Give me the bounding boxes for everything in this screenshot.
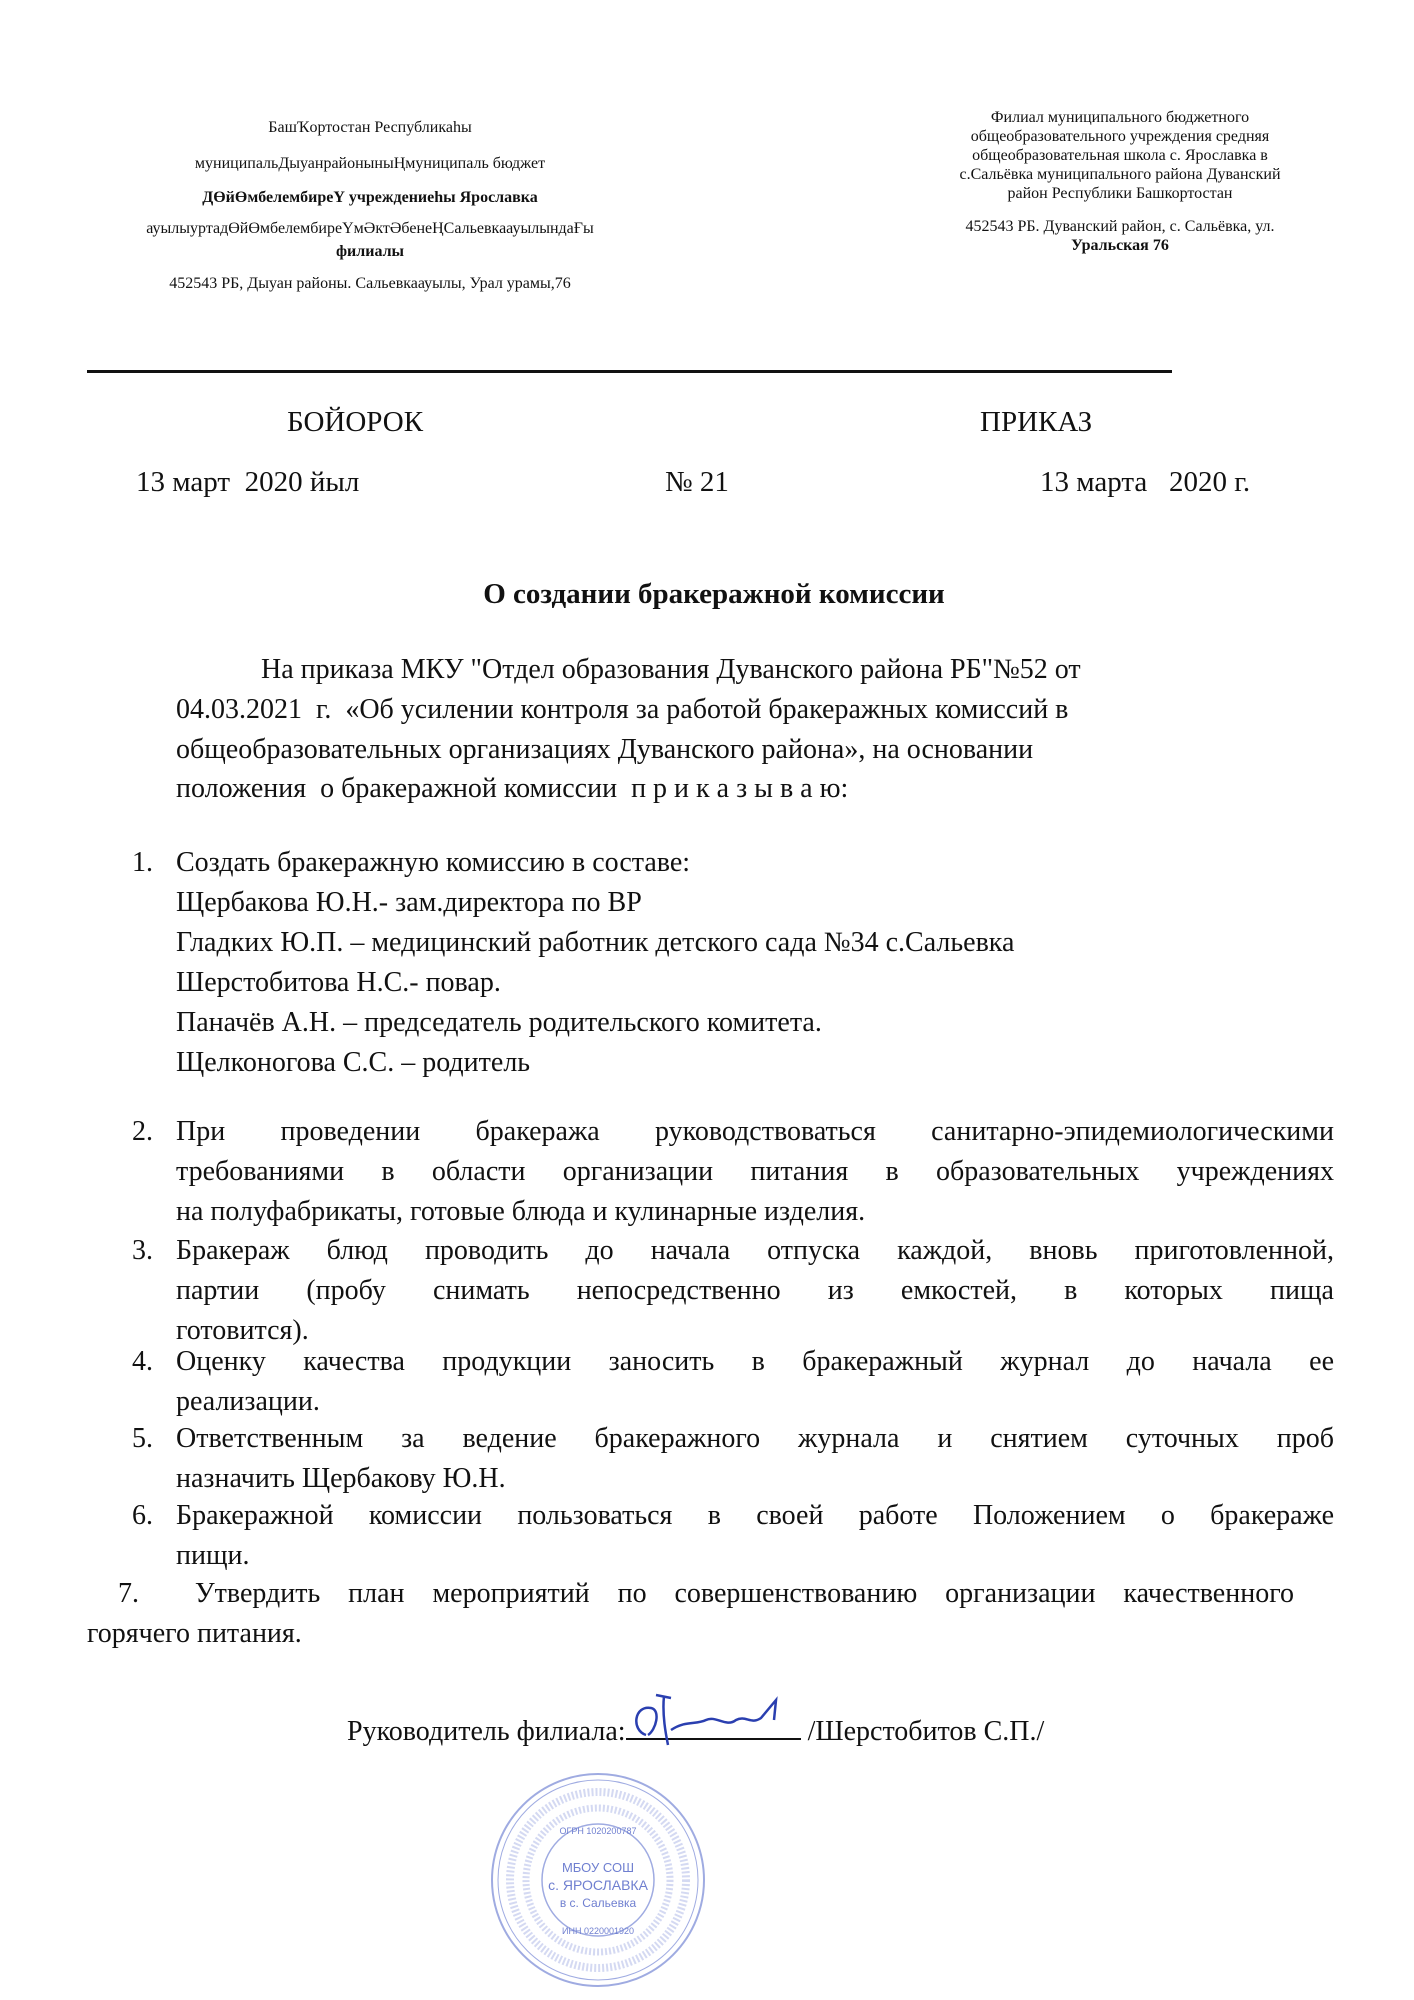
header-right [900,108,1340,255]
signatory-name: /Шерстобитов С.П./ [807,1716,1045,1747]
item-line: партии (пробу снимать непосредственно из емкостей, в которых пища [176,1275,1334,1306]
item-line: При проведении бракеража руководствоваться санитарно-эпидемиологическими [176,1116,1334,1147]
order-item [176,843,1334,1083]
handwritten-signature [626,1690,796,1750]
stamp-line: МБОУ СОШ [561,1860,635,1875]
preamble-line: 04.03.2021 г. «Об усилении контроля за работой бракеражных комиссий в [176,694,1069,725]
preamble-line: На приказа МКУ "Отдел образования Дуванского района РБ"№52 от [261,654,1081,685]
date-bashkir: 13 март 2020 йыл [136,466,360,498]
item-number: 2. [132,1116,153,1147]
item-number: 3. [132,1235,153,1266]
header-left-line: ауылыуртадӨйӨмбелембиреҮмӘктӘбенеҢСальевкаауылындаҒы [146,220,594,237]
header-left-line: 452543 РБ, Дыуан районы. Сальевкаауылы, Урал урамы,76 [169,275,571,292]
stamp-ogrn: ОГРН 1020200787 [559,1826,637,1836]
item-line: готовится). [176,1315,309,1346]
item-line: Создать бракеражную комиссию в составе: [176,847,691,878]
order-number: № 21 [665,466,729,498]
order-item [176,1231,1334,1351]
order-item [176,1342,1334,1422]
header-left-line: БашҠортостан Республикаһы [268,119,472,136]
item-line: Бракераж блюд проводить до начала отпуска каждой, вновь приготовленной, [176,1235,1334,1266]
item-line-text: Утвердить план мероприятий по совершенствованию организации качественного [194,1578,1294,1609]
doc-type-bashkir: БОЙОРОК [287,406,424,438]
item-number: 6. [132,1500,153,1531]
item-line: Щелконогова С.С. – родитель [176,1047,531,1078]
item-line: горячего питания. [87,1618,302,1649]
item-line: Щербакова Ю.Н.- зам.директора по ВР [176,887,642,918]
item-number: 5. [132,1423,153,1454]
item-number: 1. [132,847,153,878]
item-line: Оценку качества продукции заносить в бракеражный журнал до начала ее [176,1346,1334,1377]
header-left-line: филиалы [335,243,405,260]
header-left-line: ДӨйӨмбелембиреҮ учреждениеһы Ярославка [202,189,538,206]
stamp-line: в с. Сальевка [559,1896,637,1910]
item-line: реализации. [176,1386,320,1417]
official-stamp [490,1772,706,1988]
order-item [176,1496,1334,1576]
order-item-7 [118,1574,1294,1614]
item-line [118,1574,1294,1614]
item-line: требованиями в области организации питания в образовательных учреждениях [176,1156,1334,1187]
item-line: Гладких Ю.П. – медицинский работник детского сада №34 с.Сальевка [176,927,1015,958]
header-right-line: Филиал муниципального бюджетного [990,109,1250,126]
header-right-line: район Республики Башкортостан [1007,185,1233,202]
header-left-line: муниципальДыуанрайоныныҢмуниципаль бюджет [194,155,546,172]
header-right-address: 452543 РБ. Дуванский район, с. Сальёвка, ул. [965,218,1275,235]
item-line: Ответственным за ведение бракеражного журнала и снятием суточных проб [176,1423,1334,1454]
preamble-line: общеобразовательных организациях Дуванского района», на основании [176,734,1034,765]
doc-type-russian: ПРИКАЗ [980,406,1093,438]
order-item [176,1419,1334,1499]
header-right-line: общеобразовательная школа с. Ярославка в [972,147,1268,164]
header-right-line: общеобразовательного учреждения средняя [970,128,1270,145]
item-line: назначить Щербакову Ю.Н. [176,1463,506,1494]
item-number: 4. [132,1346,153,1377]
item-number: 7. [118,1578,139,1609]
stamp-inn: ИНН 0220001920 [561,1926,635,1936]
preamble-line: положения о бракеражной комиссии п р и к а з ы в а ю: [176,773,849,804]
doc-title: О создании бракеражной комиссии [483,578,945,610]
date-russian: 13 марта 2020 г. [1040,466,1251,498]
header-divider [87,370,1172,373]
item-line: Паначёв А.Н. – председатель родительского комитета. [176,1007,822,1038]
item-line: на полуфабрикаты, готовые блюда и кулинарные изделия. [176,1196,866,1227]
stamp-line: с. ЯРОСЛАВКА [548,1877,648,1893]
header-right-line: с.Сальёвка муниципального района Дуванский [959,166,1281,183]
header-right-address: Уральская 76 [1071,237,1169,254]
header-left [95,118,645,298]
signature-label: Руководитель филиала: [347,1716,626,1747]
item-line: Бракеражной комиссии пользоваться в своей работе Положением о бракераже [176,1500,1334,1531]
item-line: пищи. [176,1540,250,1571]
item-line: Шерстобитова Н.С.- повар. [176,967,501,998]
order-item [176,1112,1334,1232]
signature-line [626,1712,801,1740]
signature-block [347,1712,1044,1752]
